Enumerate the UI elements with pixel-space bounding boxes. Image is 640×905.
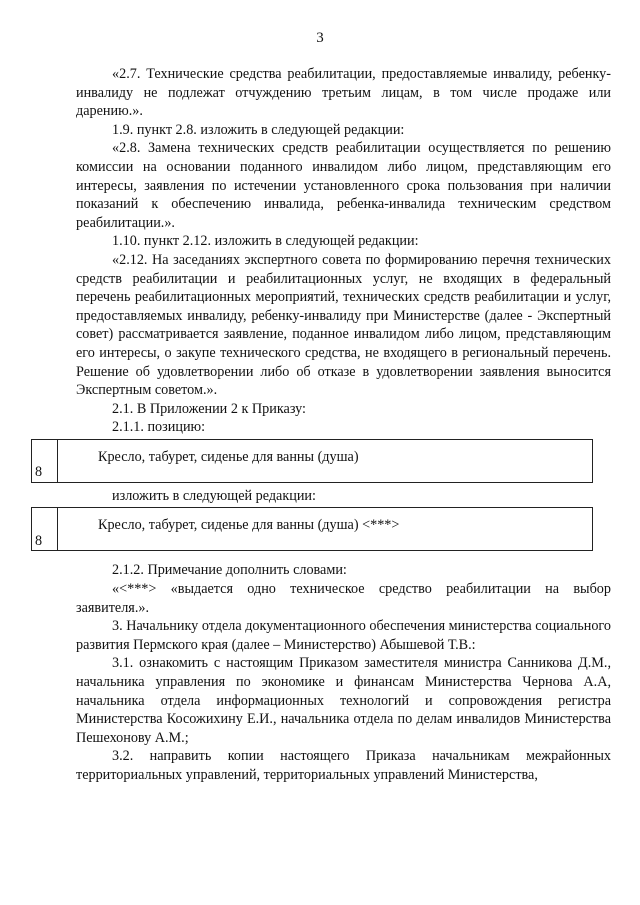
paragraph-2-12: «2.12. На заседаниях экспертного совета по формированию перечня технических средств реабилитации и реабилитационных услуг, не входящих в федеральный перечень реабилитационных мероприятий, технических средств реабилитации и услуг, предоставляемых инвалиду, ребенку-инвалиду при Министерстве (далее - Экспертный совет) рассматривается заявление, поданное инвалидом либо лицом, представляющим его интересы, о закупе технического средства, не входящего в региональный перечень. Решение об удовлетворении либо об отказе в удовлетворении заявления выносится Экспертным советом.». bbox=[76, 251, 611, 399]
position-number: 8 bbox=[35, 464, 43, 481]
table-row bbox=[32, 439, 593, 482]
paragraph-3: 3. Начальнику отдела документационного обеспечения министерства социального развития Пермского края (далее – Министерство) Абышевой Т.В.: bbox=[76, 618, 611, 653]
paragraph-1-9: 1.9. пункт 2.8. изложить в следующей редакции: bbox=[112, 121, 405, 138]
position-number-cell bbox=[32, 439, 58, 482]
paragraph-3-2: 3.2. направить копии настоящего Приказа начальникам межрайонных территориальных управлений, территориальных управлений Министерства, bbox=[76, 748, 611, 783]
document-body bbox=[35, 65, 611, 785]
paragraph-2-1: 2.1. В Приложении 2 к Приказу: bbox=[112, 400, 306, 417]
paragraph-2-7: «2.7. Технические средства реабилитации, предоставляемые инвалиду, ребенку-инвалиду не подлежат отчуждению третьим лицам, в том числе продаже или дарению.». bbox=[76, 66, 611, 120]
position-number: 8 bbox=[35, 532, 43, 549]
position-table-new bbox=[31, 507, 593, 551]
paragraph-1-10: 1.10. пункт 2.12. изложить в следующей редакции: bbox=[112, 233, 419, 250]
position-table-old bbox=[31, 439, 593, 483]
page-number: 3 bbox=[316, 30, 324, 46]
paragraph-note: «<***> «выдается одно техническое средство реабилитации на выбор заявителя.». bbox=[76, 581, 611, 616]
position-number-cell bbox=[32, 508, 58, 551]
paragraph-3-1: 3.1. ознакомить с настоящим Приказом заместителя министра Санникова Д.М., начальника управления по экономике и финансам Министерства Чернова А.А, начальника отдела информационных технологий и сопровождения регистра Министерства Косожихину Е.И., начальника отдела по делам инвалидов Министерства Пешехонову А.М.; bbox=[76, 655, 611, 746]
paragraph-2-8: «2.8. Замена технических средств реабилитации осуществляется по решению комиссии на основании поданного инвалидом либо лицом, представляющим его интересы, заявления по истечении установленного срока пользования при наличии показаний к обеспечению инвалида, ребенка-инвалида техническим средством реабилитации.». bbox=[76, 140, 611, 231]
position-name: Кресло, табурет, сиденье для ванны (душа) <***> bbox=[58, 508, 593, 551]
position-table-new-wrap bbox=[32, 507, 611, 551]
position-name: Кресло, табурет, сиденье для ванны (душа) bbox=[58, 439, 593, 482]
paragraph-2-1-2: 2.1.2. Примечание дополнить словами: bbox=[112, 562, 347, 579]
paragraph-2-1-1: 2.1.1. позицию: bbox=[112, 419, 206, 436]
position-table-old-wrap bbox=[32, 439, 611, 483]
table-row bbox=[32, 508, 593, 551]
middle-text: изложить в следующей редакции: bbox=[112, 487, 316, 504]
